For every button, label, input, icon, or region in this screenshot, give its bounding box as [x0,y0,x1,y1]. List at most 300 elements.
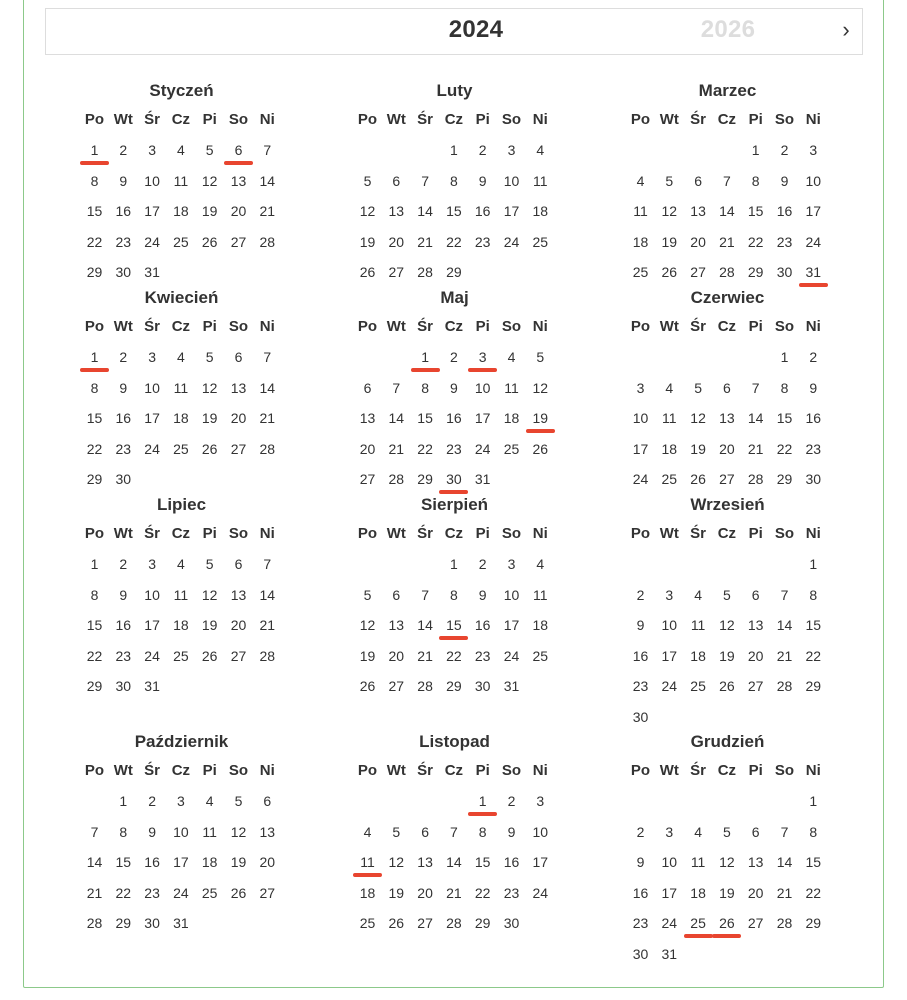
day-cell: 29 [805,678,822,694]
day-cell: 25 [661,471,678,487]
holiday-day: 1 [80,342,109,372]
day-cell: 30 [115,264,132,280]
day-cell: 17 [503,617,520,633]
weekday-label: Śr [144,111,161,128]
day-cell: 27 [747,915,764,931]
weekday-label: Cz [444,525,464,542]
day-cell: 6 [234,349,243,365]
day-cell: 7 [392,379,401,396]
day-cell: 16 [474,203,491,219]
day-cell: 9 [478,586,487,603]
weekday-label: Pi [475,762,490,779]
weekday-label: Wt [113,762,133,779]
day-cell: 30 [474,678,491,694]
day-cell: 14 [259,172,276,189]
day-cell: 30 [632,945,649,962]
day-cell: 14 [86,854,103,870]
month-4 [80,286,283,487]
day-cell: 19 [690,440,706,457]
day-cell: 11 [533,586,548,603]
day-cell: 7 [780,823,789,840]
day-cell: 21 [446,884,462,901]
day-cell: 28 [388,471,405,487]
day-cell: 24 [144,440,160,457]
day-cell: 11 [504,379,519,396]
weekday-label: Wt [659,111,679,128]
day-cell: 10 [661,617,678,633]
day-cell: 18 [632,233,649,250]
day-cell: 27 [230,233,247,250]
weekday-label: Wt [113,525,133,542]
day-cell: 22 [474,884,491,901]
day-cell: 2 [507,793,516,809]
day-cell: 3 [507,556,516,572]
month-12 [626,730,829,962]
day-cell: 15 [115,854,132,870]
day-cell: 18 [359,884,376,901]
day-cell: 29 [805,915,822,931]
day-cell: 2 [148,793,156,809]
day-cell: 13 [359,410,376,426]
month-10 [80,730,283,931]
day-cell: 1 [809,556,818,572]
day-cell: 11 [662,410,677,426]
day-cell: 22 [86,440,103,457]
holiday-day: 6 [224,135,253,165]
weekday-label: So [501,525,522,542]
day-cell: 9 [809,379,818,396]
day-cell: 3 [176,793,185,809]
day-cell: 3 [809,142,818,158]
weekday-header [353,315,556,338]
day-cell: 1 [119,793,128,809]
day-cell: 4 [176,142,185,158]
weekday-label: Wt [659,762,679,779]
day-cell: 28 [86,915,103,931]
day-cell: 8 [90,379,99,396]
weekday-label: So [228,762,249,779]
day-cell: 26 [201,233,218,250]
day-cell: 29 [115,915,132,931]
day-cell: 29 [776,471,793,487]
day-cell: 18 [690,647,706,664]
day-cell: 8 [449,586,458,603]
day-cell: 29 [86,264,103,280]
weekday-label: Pi [475,525,490,542]
weekday-label: Cz [717,762,737,779]
weekday-label: Ni [532,111,548,128]
day-cell: 2 [478,556,487,572]
day-cell: 8 [478,823,487,840]
weekday-label: Pi [202,318,217,335]
day-cell: 22 [86,233,103,250]
holiday-day: 25 [684,908,713,938]
day-cell: 24 [144,647,160,664]
day-cell: 7 [421,586,429,603]
day-cell: 27 [417,915,433,931]
day-cell: 16 [805,410,822,426]
day-cell: 15 [417,410,433,426]
day-cell: 21 [388,440,405,457]
day-cell: 16 [474,617,491,633]
month-6 [626,286,829,487]
day-cell: 7 [90,823,99,840]
day-cell: 3 [536,793,545,809]
day-cell: 2 [636,586,645,603]
day-cell: 4 [636,172,645,189]
day-cell: 19 [201,410,218,426]
weekday-label: Cz [171,111,191,128]
day-cell: 30 [632,708,649,725]
holiday-day: 1 [80,135,109,165]
day-cell: 26 [532,440,549,457]
day-cell: 2 [809,349,818,365]
weekday-label: Śr [417,762,434,779]
day-cell: 21 [719,233,735,250]
weekday-label: Ni [532,525,548,542]
day-cell: 9 [119,586,128,603]
month-title: Wrzesień [690,495,765,514]
day-cell: 14 [388,410,405,426]
weekday-label: Po [630,525,651,542]
day-cell: 25 [532,233,549,250]
weekday-label: Po [630,318,651,335]
day-cell: 5 [363,586,372,603]
day-cell: 25 [503,440,520,457]
day-cell: 29 [446,678,462,694]
weekday-header [626,315,829,338]
day-cell: 20 [417,884,433,901]
month-1 [80,79,283,280]
day-cell: 15 [86,617,103,633]
month-title: Marzec [698,81,757,100]
day-cell: 9 [780,172,789,189]
day-cell: 23 [632,915,649,931]
day-cell: 16 [115,617,132,633]
day-cell: 30 [115,678,132,694]
day-cell: 4 [363,823,372,840]
day-cell: 28 [417,264,433,280]
day-cell: 27 [230,440,247,457]
day-cell: 14 [446,854,462,870]
day-cell: 19 [661,233,678,250]
day-cell: 25 [690,678,706,694]
day-cell: 11 [533,172,548,189]
weekday-label: So [501,318,522,335]
day-cell: 18 [532,203,549,219]
day-cell: 2 [119,556,128,572]
day-cell: 8 [751,172,760,189]
day-cell: 24 [474,440,491,457]
weekday-label: Śr [417,525,434,542]
day-cell: 22 [776,440,793,457]
day-cell: 18 [173,203,189,219]
day-cell: 28 [259,440,276,457]
weekday-label: So [774,762,795,779]
day-cell: 3 [148,556,156,572]
day-cell: 31 [173,915,189,931]
day-cell: 2 [449,349,458,365]
day-cell: 20 [388,233,405,250]
day-cell: 23 [503,884,520,901]
weekday-label: Śr [144,525,161,542]
day-cell: 5 [205,142,214,158]
holiday-day: 30 [439,464,468,494]
day-cell: 25 [632,264,649,280]
weekday-label: Po [357,525,378,542]
day-cell: 8 [421,379,429,396]
weekday-label: So [774,318,795,335]
chevron-right-icon[interactable]: › [842,17,850,42]
weekday-label: Ni [259,318,275,335]
weekday-label: Ni [805,318,821,335]
day-cell: 20 [259,854,276,870]
day-cell: 17 [661,647,678,664]
day-cell: 13 [259,823,276,840]
weekday-label: Po [84,525,105,542]
holiday-day: 19 [526,403,555,433]
weekday-header [353,759,556,782]
day-cell: 12 [359,203,376,219]
day-cell: 8 [809,823,818,840]
weekday-label: So [774,525,795,542]
month-9 [626,493,829,725]
next-year-link[interactable]: 2026 [700,16,756,43]
day-cell: 7 [751,379,760,396]
day-cell: 5 [665,172,674,189]
day-cell: 9 [148,823,156,840]
weekday-label: Śr [417,318,434,335]
day-cell: 8 [119,823,128,840]
day-cell: 13 [230,379,247,396]
day-cell: 27 [388,678,405,694]
day-cell: 18 [532,617,549,633]
weekday-label: Wt [386,525,406,542]
day-cell: 29 [86,678,103,694]
month-2 [353,79,556,280]
day-cell: 23 [474,647,491,664]
day-cell: 27 [719,471,735,487]
day-cell: 18 [503,410,520,426]
day-cell: 17 [144,617,160,633]
day-cell: 31 [474,471,491,487]
day-cell: 3 [636,379,645,396]
weekday-header [353,108,556,131]
day-cell: 26 [359,678,376,694]
weekday-label: Pi [202,111,217,128]
weekday-label: Ni [259,525,275,542]
day-cell: 12 [719,617,735,633]
day-cell: 12 [719,854,735,870]
day-cell: 27 [388,264,405,280]
day-cell: 12 [201,379,218,396]
day-cell: 14 [259,586,276,603]
day-cell: 13 [230,172,247,189]
day-cell: 20 [719,440,735,457]
day-cell: 21 [259,410,276,426]
day-cell: 6 [263,793,272,809]
day-cell: 4 [536,556,545,572]
day-cell: 18 [690,884,706,901]
day-cell: 20 [230,410,247,426]
weekday-label: Cz [171,762,191,779]
day-cell: 17 [474,410,491,426]
day-cell: 13 [719,410,735,426]
day-cell: 17 [661,884,678,901]
day-cell: 10 [503,172,520,189]
day-cell: 5 [363,172,372,189]
day-cell: 19 [388,884,405,901]
day-cell: 19 [201,203,218,219]
day-cell: 28 [776,678,793,694]
day-cell: 21 [417,647,433,664]
day-cell: 28 [417,678,433,694]
day-cell: 24 [805,233,822,250]
weekday-label: Po [84,762,105,779]
day-cell: 13 [388,617,405,633]
day-cell: 1 [809,793,818,809]
day-cell: 23 [632,678,649,694]
day-cell: 8 [90,172,99,189]
day-cell: 17 [532,854,549,870]
day-cell: 29 [86,471,103,487]
day-cell: 5 [536,349,545,365]
holiday-day: 31 [799,257,828,287]
day-cell: 12 [359,617,376,633]
day-cell: 27 [230,647,247,664]
weekday-label: Pi [202,762,217,779]
weekday-label: Wt [659,318,679,335]
day-cell: 8 [90,586,99,603]
day-cell: 5 [722,823,731,840]
holiday-day: 11 [353,847,382,877]
day-cell: 24 [532,884,549,901]
weekday-label: So [501,111,522,128]
day-cell: 17 [144,410,160,426]
day-cell: 26 [690,471,706,487]
weekday-label: Wt [386,762,406,779]
day-cell: 31 [503,678,520,694]
day-cell: 25 [173,233,189,250]
day-cell: 23 [115,647,132,664]
day-cell: 23 [144,884,160,901]
weekday-label: Po [84,111,105,128]
day-cell: 22 [446,647,462,664]
weekday-label: Cz [717,111,737,128]
day-cell: 20 [388,647,405,664]
day-cell: 25 [532,647,549,664]
day-cell: 13 [388,203,405,219]
month-title: Luty [436,81,473,100]
day-cell: 12 [201,586,218,603]
month-3 [626,79,829,280]
weekday-label: So [228,111,249,128]
day-cell: 16 [115,410,132,426]
day-cell: 29 [446,264,462,280]
day-cell: 3 [665,823,674,840]
month-title: Październik [134,732,229,751]
day-cell: 20 [359,440,376,457]
day-cell: 7 [421,172,429,189]
day-cell: 7 [449,823,458,840]
day-cell: 1 [449,142,458,158]
day-cell: 19 [201,617,218,633]
day-cell: 29 [747,264,764,280]
day-cell: 28 [719,264,735,280]
day-cell: 8 [449,172,458,189]
day-cell: 27 [747,678,764,694]
day-cell: 19 [230,854,247,870]
weekday-label: Ni [805,762,821,779]
day-cell: 11 [633,203,648,219]
day-cell: 20 [747,884,764,901]
day-cell: 1 [90,556,99,572]
weekday-label: Pi [475,318,490,335]
day-cell: 28 [776,915,793,931]
day-cell: 10 [144,379,160,396]
day-cell: 3 [665,586,674,603]
day-cell: 6 [722,379,731,396]
month-title: Lipiec [156,495,207,514]
day-cell: 13 [747,854,764,870]
day-cell: 8 [809,586,818,603]
day-cell: 1 [780,349,789,365]
day-cell: 2 [478,142,487,158]
weekday-label: Pi [748,762,763,779]
day-cell: 4 [694,586,702,603]
day-cell: 31 [144,678,160,694]
day-cell: 13 [690,203,706,219]
day-cell: 23 [776,233,793,250]
day-cell: 13 [747,617,764,633]
day-cell: 17 [632,440,649,457]
day-cell: 28 [747,471,764,487]
year-navigation [45,8,863,55]
day-cell: 23 [115,440,132,457]
day-cell: 17 [503,203,520,219]
day-cell: 12 [388,854,405,870]
day-cell: 31 [661,945,678,962]
day-cell: 17 [144,203,160,219]
day-cell: 22 [747,233,764,250]
weekday-label: Cz [717,318,737,335]
weekday-label: Ni [805,111,821,128]
month-title: Grudzień [690,732,765,751]
weekday-label: Po [357,762,378,779]
day-cell: 12 [230,823,247,840]
day-cell: 16 [446,410,462,426]
weekday-label: Cz [171,525,191,542]
day-cell: 18 [173,410,189,426]
day-cell: 6 [694,172,702,189]
weekday-label: Wt [659,525,679,542]
day-cell: 28 [259,233,276,250]
day-cell: 14 [259,379,276,396]
day-cell: 23 [115,233,132,250]
weekday-header [626,522,829,545]
day-cell: 26 [359,264,376,280]
day-cell: 21 [417,233,433,250]
weekday-label: Po [357,111,378,128]
day-cell: 22 [805,647,822,664]
day-cell: 24 [503,233,520,250]
day-cell: 10 [144,172,160,189]
day-cell: 26 [201,647,218,664]
weekday-header [80,108,283,131]
day-cell: 6 [392,586,401,603]
day-cell: 2 [119,142,128,158]
day-cell: 17 [805,203,822,219]
